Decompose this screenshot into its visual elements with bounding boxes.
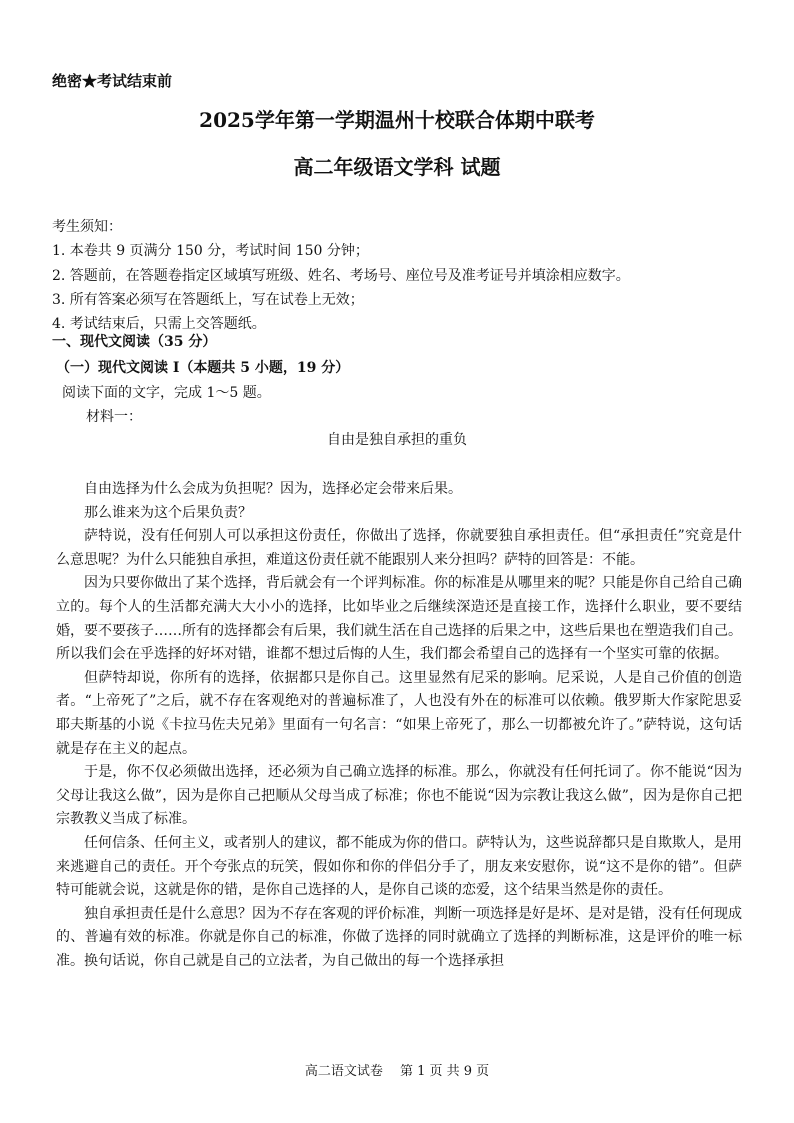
section-heading: 一、现代文阅读（35 分） bbox=[52, 334, 217, 350]
material-label: 材料一： bbox=[86, 409, 142, 425]
article-paragraph: 于是，你不仅必须做出选择，还必须为自己确立选择的标准。那么，你就没有任何托词了。你不能说“因为父母让我这么做”，因为是你自己把顺从父母当成了标准；你也不能说“因为宗教让我这么做”，因为是你自己把宗教教义当成了标准。 bbox=[56, 764, 742, 828]
article-paragraph: 但萨特却说，你所有的选择，依据都只是你自己。这里显然有尼采的影响。尼采说，人是自己价值的创造者。“上帝死了”之后，就不存在客观绝对的普遍标准了，人也没有外在的标准可以依赖。俄罗斯大作家陀思妥耶夫斯基的小说《卡拉马佐夫兄弟》里面有一句名言：“如果上帝死了，那么一切都被允许了。”萨特说，这句话就是存在主义的起点。 bbox=[56, 669, 742, 757]
confidential-label: 绝密★考试结束前 bbox=[52, 72, 173, 90]
article-title: 自由是独自承担的重负 bbox=[327, 432, 467, 448]
exam-title: 2025学年第一学期温州十校联合体期中联考 bbox=[199, 108, 595, 132]
article-paragraph: 因为只要你做出了某个选择，背后就会有一个评判标准。你的标准是从哪里来的呢？只能是你自己给自己确立的。每个人的生活都充满大大小小的选择，比如毕业之后继续深造还是直接工作，选择什么职业，要不要结婚，要不要孩子……所有的选择都会有后果，我们就生活在自己选择的后果之中，这些后果也在塑造我们自己。所以我们会在乎选择的好坏对错，谁都不想过后悔的人生，我们都会希望自己的选择有一个坚实可靠的依据。 bbox=[56, 575, 742, 663]
subsection-heading: （一）现代文阅读 I（本题共 5 小题，19 分） bbox=[56, 360, 350, 376]
article-paragraph: 自由选择为什么会成为负担呢？因为，选择必定会带来后果。 bbox=[84, 481, 462, 497]
article-paragraph: 独自承担责任是什么意思？因为不存在客观的评价标准，判断一项选择是好是坏、是对是错，没有任何现成的、普遍有效的标准。你就是你自己的标准，你做了选择的同时就确立了选择的判断标准，这是评价的唯一标准。换句话说，你自己就是自己的立法者，为自己做出的每一个选择承担 bbox=[56, 905, 742, 969]
exam-subtitle: 高二年级语文学科 试题 bbox=[293, 155, 501, 179]
notice-item: 2. 答题前，在答题卷指定区域填写班级、姓名、考场号、座位号及准考证号并填涂相应数字。 bbox=[52, 267, 630, 284]
notice-item: 4. 考试结束后，只需上交答题纸。 bbox=[52, 316, 266, 333]
article-paragraph: 萨特说，没有任何别人可以承担这份责任，你做出了选择，你就要独自承担责任。但“承担责任”究竟是什么意思呢？为什么只能独自承担，难道这份责任就不能跟别人来分担吗？萨特的回答是：不能。 bbox=[56, 528, 742, 568]
candidate-notice bbox=[52, 215, 630, 336]
notice-item: 3. 所有答案必须写在答题纸上，写在试卷上无效； bbox=[52, 291, 364, 308]
notice-item: 1. 本卷共 9 页满分 150 分，考试时间 150 分钟； bbox=[52, 243, 369, 260]
article-paragraph: 任何信条、任何主义，或者别人的建议，都不能成为你的借口。萨特认为，这些说辞都只是自欺欺人，是用来逃避自己的责任。开个夸张点的玩笑，假如你和你的伴侣分手了，朋友来安慰你，说“这不是你的错”。但萨特可能就会说，这就是你的错，是你自己选择的人，是你自己谈的恋爱，这个结果当然是你的责任。 bbox=[56, 834, 742, 899]
article-paragraph: 那么谁来为这个后果负责？ bbox=[84, 504, 252, 521]
page-footer: 高二语文试卷 第 1 页 共 9 页 bbox=[304, 1064, 490, 1079]
notice-heading: 考生须知： bbox=[52, 219, 122, 235]
article-body bbox=[56, 478, 742, 973]
reading-instruction: 阅读下面的文字，完成 1～5 题。 bbox=[62, 385, 271, 401]
